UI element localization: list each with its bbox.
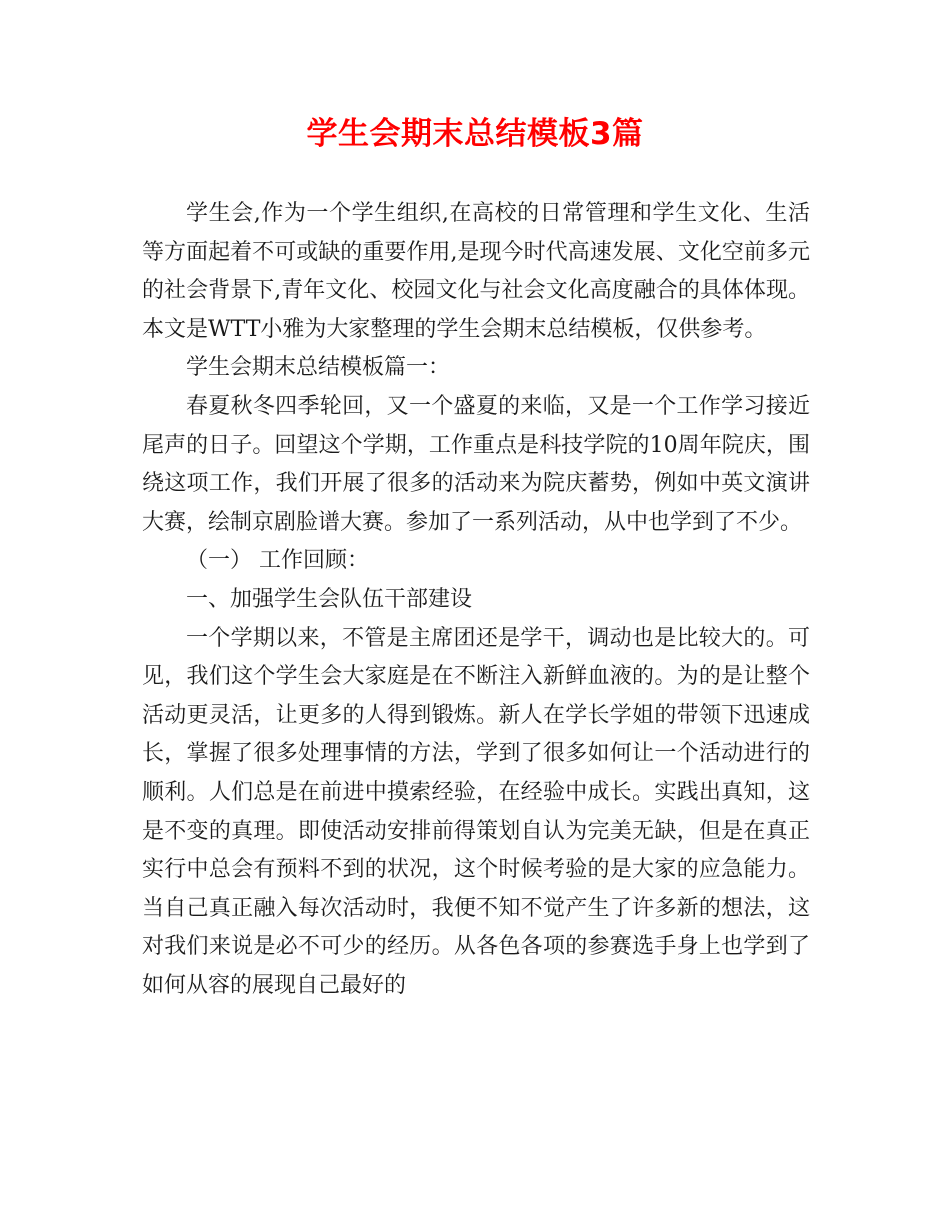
paragraph-team-building: 一个学期以来，不管是主席团还是学干，调动也是比较大的。可见，我们这个学生会大家庭是在不断注入新鲜血液的。为的是让整个活动更灵活，让更多的人得到锻炼。新人在学长学姐的带领下迅速成长，掌握了很多处理事情的方法，学到了很多如何让一个活动进行的顺利。人们总是在前进中摸索经验，在经验中成长。实践出真知，这是不变的真理。即使活动安排前得策划自认为完美无缺，但是在真正实行中总会有预料不到的状况，这个时候考验的是大家的应急能力。 当自己真正融入每次活动时，我便不知不觉产生了许多新的想法，这对我们来说是必不可少的经历。从各色各项的参赛选手身上也学到了如何从容的展现自己最好的 (142, 625, 810, 998)
section-heading-part-one: 学生会期末总结模板篇一： (186, 355, 451, 381)
paragraph-opening: 春夏秋冬四季轮回，又一个盛夏的来临，又是一个工作学习接近尾声的日子。回望这个学期，工作重点是科技学院的10周年院庆，围绕这项工作，我们开展了很多的活动来为院庆蓄势，例如中英文演讲大赛，绘制京剧脸谱大赛。参加了一系列活动，从中也学到了不少。 (142, 393, 810, 535)
intro-paragraph: 学生会,作为一个学生组织,在高校的日常管理和学生文化、生活等方面起着不可或缺的重要作用,是现今时代高速发展、文化空前多元的社会背景下,青年文化、校园文化与社会文化高度融合的具体体现。本文是WTT小雅为大家整理的学生会期末总结模板，仅供参考。 (142, 201, 810, 342)
document-body (142, 195, 810, 1005)
subheading-work-review: （一） 工作回顾： (186, 548, 369, 574)
subheading-team-building: 一、加强学生会队伍干部建设 (186, 586, 473, 612)
document-title: 学生会期末总结模板3篇 (306, 116, 644, 152)
